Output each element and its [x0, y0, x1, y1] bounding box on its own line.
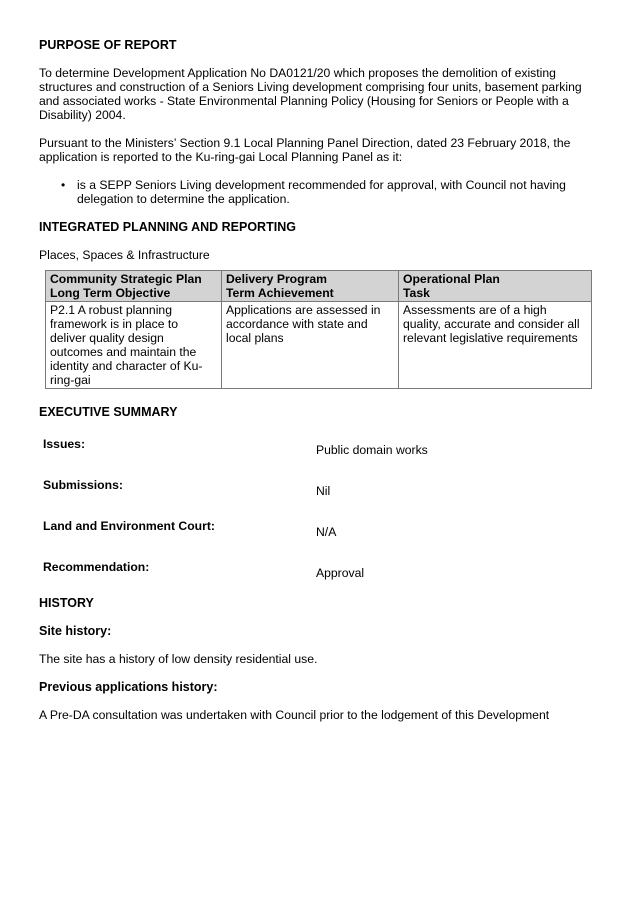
summary-label: Issues:: [43, 437, 86, 451]
text-line: Disability) 2004.: [39, 108, 126, 122]
header-line: Community Strategic Plan: [50, 272, 202, 286]
history-heading: HISTORY: [39, 596, 94, 610]
text-line: Pursuant to the Ministers’ Section 9.1 Local Planning Panel Direction, dated 23 February 2018, the: [39, 136, 571, 150]
summary-row-submissions: [43, 478, 599, 519]
integrated-subheading: Places, Spaces & Infrastructure: [39, 248, 210, 262]
cell-line: relevant legislative requirements: [403, 331, 578, 345]
summary-value: N/A: [316, 525, 337, 539]
table-cell-delivery: [222, 302, 399, 389]
header-line: Operational Plan: [403, 272, 500, 286]
text-line: structures and construction of a Seniors Living development comprising four units, basement parking: [39, 80, 582, 94]
cell-line: accordance with state and: [226, 317, 368, 331]
cell-line: local plans: [226, 331, 284, 345]
summary-value: Nil: [316, 484, 331, 498]
purpose-paragraph-1: [39, 66, 599, 122]
report-page: [39, 38, 599, 722]
table-row: [46, 302, 592, 389]
table-header-operational: [399, 271, 592, 302]
table-header-csp: [46, 271, 222, 302]
previous-applications-heading: Previous applications history:: [39, 680, 218, 694]
summary-label: Recommendation:: [43, 560, 150, 574]
cell-line: outcomes and maintain the: [50, 345, 197, 359]
executive-summary-list: [43, 437, 599, 596]
cell-line: Applications are assessed in: [226, 303, 381, 317]
text-line: To determine Development Application No DA0121/20 which proposes the demolition of existing: [39, 66, 556, 80]
purpose-bullet-item: [39, 178, 599, 206]
table-cell-csp: [46, 302, 222, 389]
table-header-delivery: [222, 271, 399, 302]
header-line: Long Term Objective: [50, 286, 171, 300]
summary-value: Public domain works: [316, 443, 428, 457]
cell-line: quality, accurate and consider all: [403, 317, 580, 331]
purpose-paragraph-2: [39, 136, 599, 164]
header-line: Term Achievement: [226, 286, 334, 300]
table-header-row: [46, 271, 592, 302]
cell-line: identity and character of Ku-: [50, 359, 203, 373]
previous-applications-text: A Pre-DA consultation was undertaken with Council prior to the lodgement of this Development: [39, 708, 550, 722]
summary-label: Submissions:: [43, 478, 123, 492]
table-cell-operational: [399, 302, 592, 389]
summary-value: Approval: [316, 566, 365, 580]
purpose-heading: PURPOSE OF REPORT: [39, 38, 177, 52]
text-line: delegation to determine the application.: [77, 192, 290, 206]
text-line: and associated works - State Environmental Planning Policy (Housing for Seniors or People with a: [39, 94, 569, 108]
text-line: is a SEPP Seniors Living development recommended for approval, with Council not having: [77, 178, 566, 192]
cell-line: P2.1 A robust planning: [50, 303, 172, 317]
summary-label: Land and Environment Court:: [43, 519, 215, 533]
summary-row-recommendation: [43, 560, 599, 596]
integrated-heading: INTEGRATED PLANNING AND REPORTING: [39, 220, 296, 234]
summary-row-court: [43, 519, 599, 560]
planning-table: [45, 270, 592, 389]
summary-row-issues: [43, 437, 599, 478]
bullet-text: [77, 178, 599, 206]
site-history-text: The site has a history of low density residential use.: [39, 652, 318, 666]
bullet-icon: •: [61, 178, 66, 192]
cell-line: Assessments are of a high: [403, 303, 547, 317]
cell-line: ring-gai: [50, 373, 91, 387]
executive-summary-heading: EXECUTIVE SUMMARY: [39, 405, 178, 419]
site-history-heading: Site history:: [39, 624, 112, 638]
header-line: Delivery Program: [226, 272, 327, 286]
cell-line: framework is in place to: [50, 317, 179, 331]
cell-line: deliver quality design: [50, 331, 164, 345]
text-line: application is reported to the Ku-ring-gai Local Planning Panel as it:: [39, 150, 403, 164]
header-line: Task: [403, 286, 430, 300]
